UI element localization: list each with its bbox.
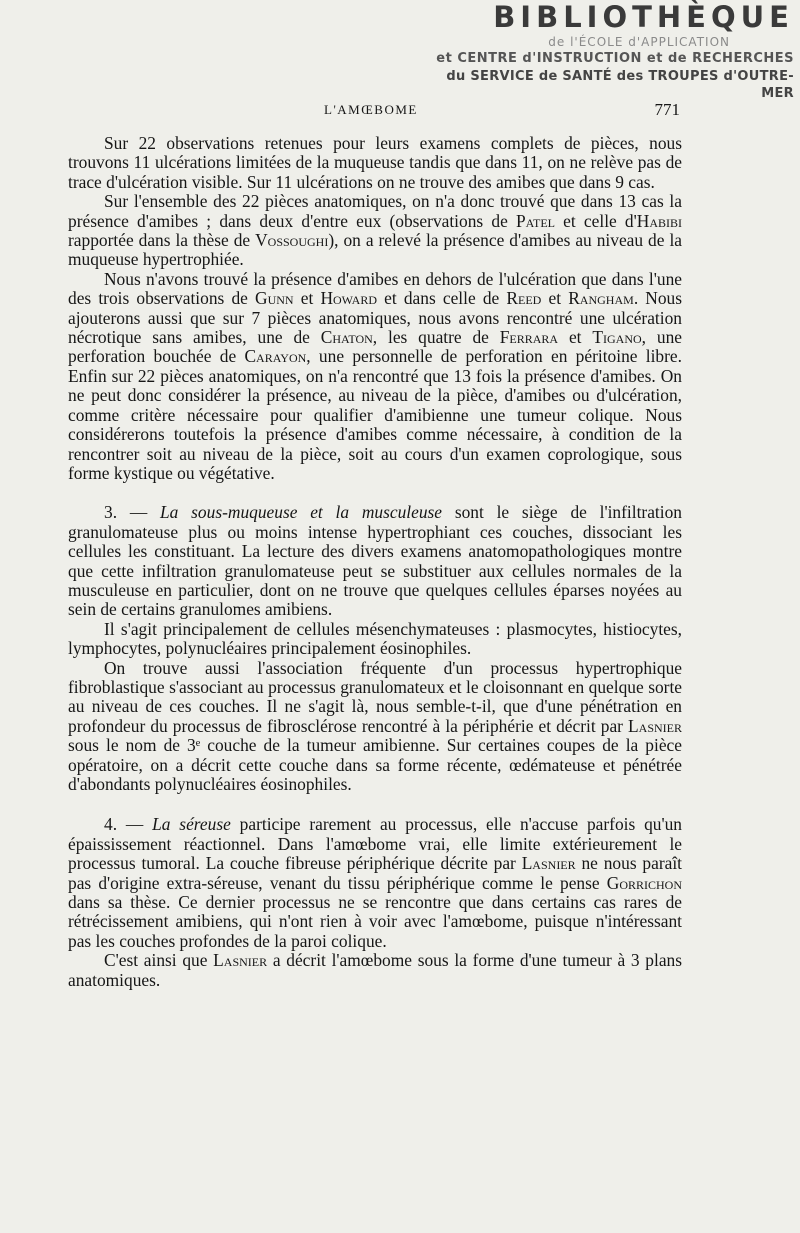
paragraph bbox=[68, 134, 682, 192]
paragraph bbox=[68, 620, 682, 659]
stamp-line-1: BIBLIOTHÈQUE bbox=[493, 0, 794, 34]
section-heading-italic: La sous-muqueuse et la musculeuse bbox=[160, 502, 443, 523]
author-name: Carayon bbox=[244, 346, 307, 367]
text-run: , une personnelle de perforation en péritoine libre. Enfin sur 22 pièces anatomiques, on n'a rencontré que 13 fois la présence d'amibes. On ne peut donc considérer la présence, au niveau de la pièce, d'amibes ou d'ulcération, comme critère nécessaire pour qualifier d'amibienne une tumeur colique. Nous considérerons toutefois la présence d'amibes comme nécessaire, à condition de la rencontrer soit au niveau de la pièce, soit au cours d'un examen coprologique, sous forme kystique ou végétative. bbox=[68, 346, 682, 483]
running-title: L'AMŒBOME bbox=[324, 102, 418, 117]
author-name: Tigano bbox=[592, 327, 642, 348]
text-run: sous le nom de 3ᵉ couche de la tumeur amibienne. Sur certaines coupes de la pièce opératoire, on a décrit cette couche dans sa forme récente, œdémateuse et pénétrée d'abondants polynucléaires éosinophiles. bbox=[68, 735, 682, 794]
text-run: et bbox=[558, 327, 593, 348]
author-name: Habibi bbox=[636, 210, 682, 231]
text-run: et celle d' bbox=[554, 210, 637, 231]
library-stamp bbox=[430, 0, 800, 102]
text-run: et bbox=[541, 288, 569, 309]
text-run: sont le siège de l'infiltration granulomateuse plus ou moins intense hypertrophiant ces couches, dissociant les cellules les constituant. La lecture des divers examens anatomopathologiques montre que cette infiltration granulomateuse peut se substituer aux cellules normales de la musculeuse en particulier, dont on ne trouve que quelques cellules éparses noyées au sein de certains granulomes amibiens. bbox=[68, 502, 682, 620]
author-name: Lasnier bbox=[213, 950, 268, 971]
text-run: . Nous ajouterons aussi que sur 7 pièces anatomiques, nous avons rencontré une ulcération nécrotique sans amibes, une de bbox=[68, 288, 683, 348]
text-run: On trouve aussi l'association fréquente d'un processus hypertrophique fibroblastique s'associant au processus granulomateux et le cloisonnant en quelque sorte au niveau de ces couches. Il ne s'agit là, nous semble-t-il, que d'une pénétration en profondeur du processus de fibrosclérose rencontré à la périphérie et décrit par bbox=[68, 657, 682, 736]
body-text bbox=[68, 134, 682, 990]
author-name: Vossoughi bbox=[255, 230, 329, 251]
paragraph bbox=[68, 951, 682, 990]
text-run: a décrit l'amœbome sous la forme d'une tumeur à 3 plans anatomiques. bbox=[68, 950, 682, 990]
author-name: Rangham bbox=[568, 288, 634, 309]
text-run: dans sa thèse. Ce dernier processus ne se rencontre que dans certains cas rares de rétrécissement amibiens, qui n'ont rien à voir avec l'amœbome, puisque n'intéressant pas les couches profondes de la paroi colique. bbox=[68, 892, 682, 951]
running-header bbox=[324, 100, 680, 122]
text-run: et bbox=[293, 288, 321, 309]
text-run: , les quatre de bbox=[372, 327, 500, 348]
stamp-line-2: de l'ÉCOLE d'APPLICATION bbox=[548, 35, 730, 49]
text-run: rapportée dans la thèse de bbox=[68, 230, 256, 251]
text-run: Sur l'ensemble des 22 pièces anatomiques, on n'a donc trouvé que dans 13 cas la présence d'amibes ; dans deux d'entre eux (observations de bbox=[68, 191, 682, 231]
author-name: Patel bbox=[515, 210, 555, 231]
author-name: Howard bbox=[320, 288, 377, 309]
author-name: Gunn bbox=[255, 288, 294, 309]
text-run: ne nous paraît pas d'origine extra-séreuse, venant du tissu périphérique comme le pense bbox=[68, 853, 682, 893]
paragraph bbox=[68, 815, 682, 951]
section-heading-italic: La séreuse bbox=[152, 814, 231, 835]
text-run: , une perforation bouchée de bbox=[68, 327, 682, 367]
page-number: 771 bbox=[654, 100, 680, 119]
text-run: Nous n'avons trouvé la présence d'amibes en dehors de l'ulcération que dans l'une des trois observations de bbox=[68, 268, 682, 309]
author-name: Lasnier bbox=[521, 853, 576, 874]
author-name: Reed bbox=[506, 288, 542, 309]
stamp-line-3: et CENTRE d'INSTRUCTION et de RECHERCHES bbox=[436, 51, 794, 66]
text-run: 3. — bbox=[104, 502, 161, 523]
text-run: participe rarement au processus, elle n'accuse parfois qu'un épaississement réactionnel. Dans l'amœbome vrai, elle limite extérieurement le processus tumoral. La couche fibreuse périphérique décrite par bbox=[68, 814, 682, 874]
text-run: et dans celle de bbox=[377, 288, 507, 309]
text-run: 4. — bbox=[104, 814, 153, 835]
author-name: Gorrichon bbox=[606, 872, 682, 893]
text-run: Sur 22 observations retenues pour leurs examens complets de pièces, nous trouvons 11 ulcérations limitées de la muqueuse tandis que dans 11, on ne relève pas de trace d'ulcération visible. Sur 11 ulcérations on ne trouve des amibes que dans 9 cas. bbox=[68, 133, 682, 192]
text-run: C'est ainsi que bbox=[104, 950, 214, 971]
stamp-line-4: du SERVICE de SANTÉ des TROUPES d'OUTRE-MER bbox=[446, 69, 794, 101]
paragraph bbox=[68, 270, 682, 483]
paragraph bbox=[68, 192, 682, 270]
author-name: Ferrara bbox=[499, 327, 559, 348]
text-run: Il s'agit principalement de cellules mésenchymateuses : plasmocytes, histiocytes, lymphocytes, polynucléaires principalement éosinophiles. bbox=[68, 618, 682, 659]
paragraph bbox=[68, 659, 682, 795]
text-run: ), on a relevé la présence d'amibes au niveau de la muqueuse hypertrophiée. bbox=[68, 230, 682, 270]
author-name: Chaton bbox=[320, 327, 373, 348]
author-name: Lasnier bbox=[628, 715, 682, 736]
paragraph bbox=[68, 503, 682, 619]
